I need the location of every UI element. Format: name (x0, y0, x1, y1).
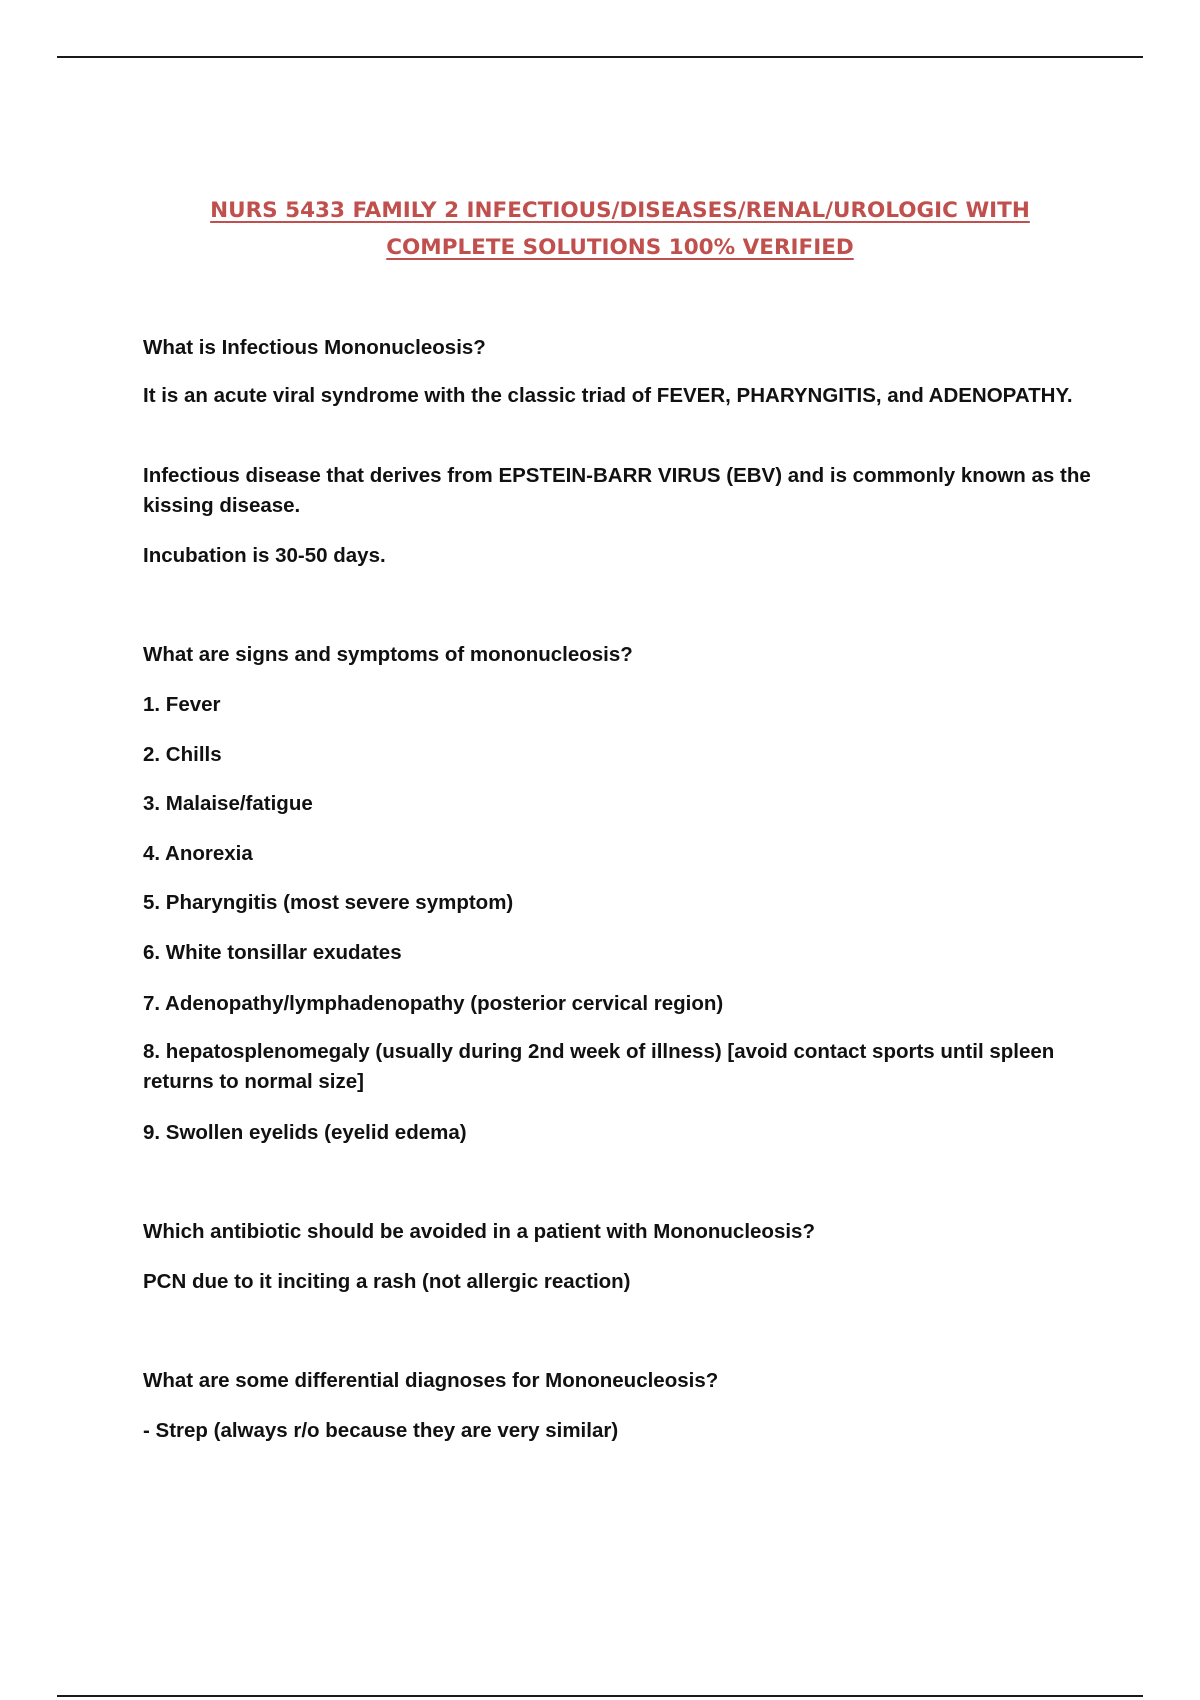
mono-answer-1: It is an acute viral syndrome with the classic triad of FEVER, PHARYNGITIS, and ADENOPATHY. (143, 384, 1073, 407)
list-item: 6. White tonsillar exudates (143, 941, 402, 964)
title-line-2: COMPLETE SOLUTIONS 100% VERIFIED (386, 235, 854, 260)
antibiotic-question: Which antibiotic should be avoided in a patient with Mononucleosis? (143, 1220, 815, 1243)
list-item: 7. Adenopathy/lymphadenopathy (posterior cervical region) (143, 992, 724, 1015)
list-item: 1. Fever (143, 693, 221, 716)
symptoms-question: What are signs and symptoms of mononucleosis? (143, 643, 633, 666)
antibiotic-answer: PCN due to it inciting a rash (not allergic reaction) (143, 1270, 631, 1293)
list-item: 3. Malaise/fatigue (143, 792, 313, 815)
document-title (100, 192, 1140, 266)
mono-answer-2: Infectious disease that derives from EPSTEIN-BARR VIRUS (EBV) and is commonly known as the kissing disease. (143, 464, 1091, 517)
differential-question: What are some differential diagnoses for Mononeucleosis? (143, 1369, 719, 1392)
list-item: 9. Swollen eyelids (eyelid edema) (143, 1121, 467, 1144)
list-item: 5. Pharyngitis (most severe symptom) (143, 891, 514, 914)
list-item: 4. Anorexia (143, 842, 253, 865)
mono-answer-3: Incubation is 30-50 days. (143, 544, 386, 567)
list-item: 8. hepatosplenomegaly (usually during 2nd week of illness) [avoid contact sports until spleen returns to normal size] (143, 1040, 1055, 1093)
top-rule (57, 56, 1143, 58)
list-item: 2. Chills (143, 743, 222, 766)
mono-question: What is Infectious Mononucleosis? (143, 336, 486, 359)
differential-answer: - Strep (always r/o because they are very similar) (143, 1419, 619, 1442)
bottom-rule (57, 1695, 1143, 1697)
title-line-1: NURS 5433 FAMILY 2 INFECTIOUS/DISEASES/RENAL/UROLOGIC WITH (210, 198, 1030, 223)
